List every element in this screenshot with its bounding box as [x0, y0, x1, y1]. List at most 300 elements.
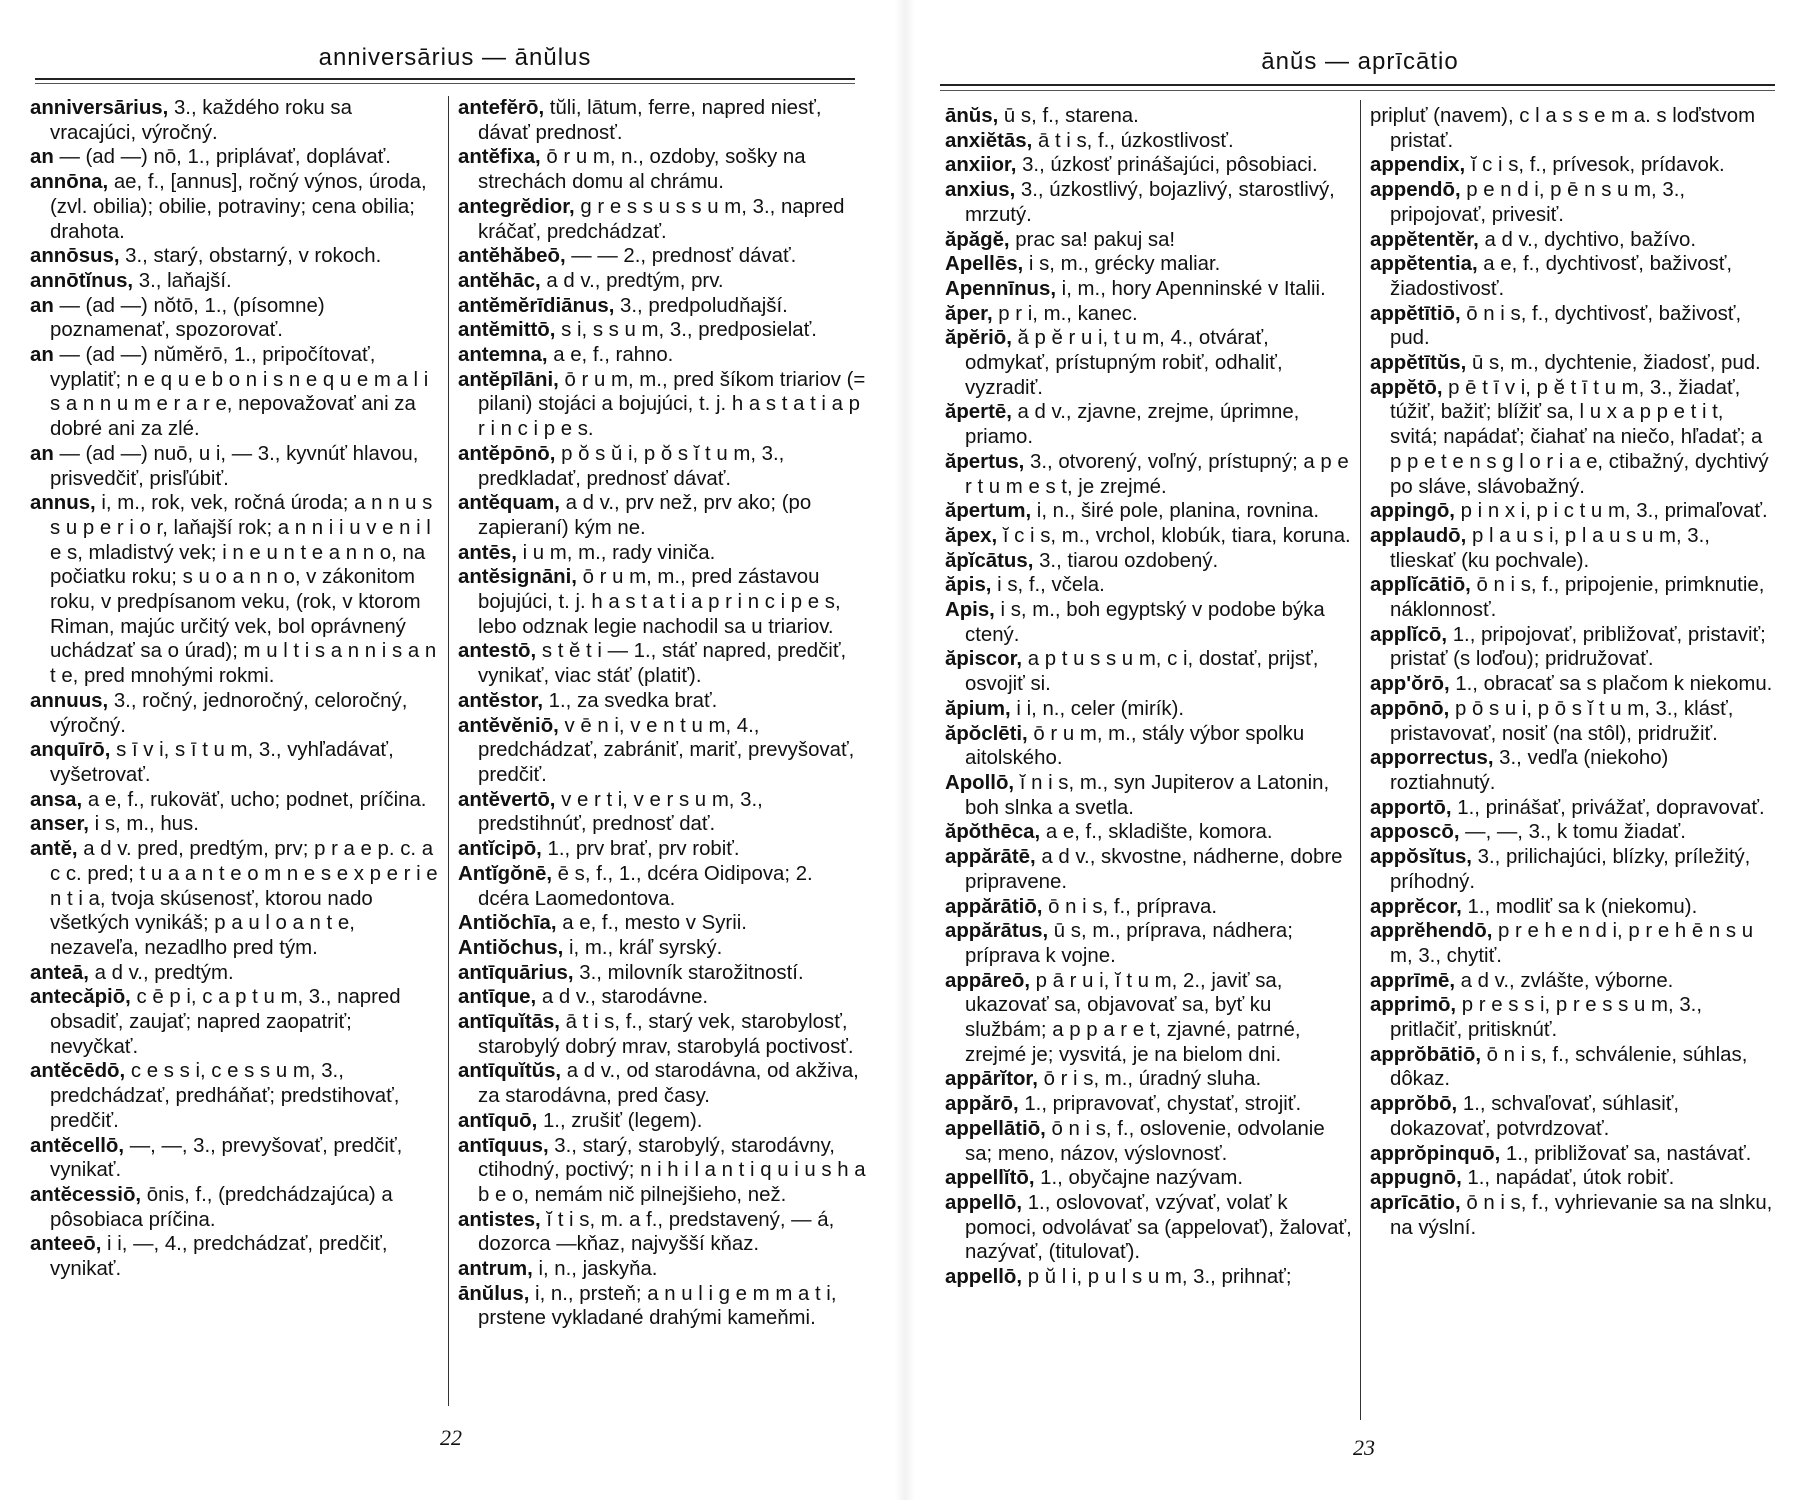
headword: antefĕrō,	[458, 97, 545, 119]
headword: aprīcātio,	[1370, 1191, 1461, 1214]
dictionary-entry	[1370, 153, 1775, 178]
definition: a d v., predtým.	[88, 961, 234, 984]
definition: 3., predpoludňajší.	[614, 294, 788, 317]
definition: ō r u m, m., pred zástavou bojujúci, t. j. h a s t a t i a p r i n c i p e s, lebo odznak legie nachodil sa u triariov.	[478, 566, 841, 638]
definition: i, m., hory Apenninské v Italii.	[1056, 277, 1326, 300]
headword: ăpertus,	[945, 450, 1025, 473]
definition: prac sa! pakuj sa!	[1009, 228, 1176, 251]
definition: i, n., prsteň; a n u l i g e m m a t i, prstene vykladané drahými kameňmi.	[478, 1282, 837, 1330]
definition: 1., modliť sa k (niekomu).	[1461, 895, 1698, 918]
definition: i s, m., boh egyptský v podobe býka ctený.	[965, 599, 1325, 646]
headword: Apellēs,	[945, 253, 1024, 276]
definition: ā t i s, f., úzkostlivosť.	[1032, 129, 1234, 152]
headword: annōsus,	[30, 245, 120, 268]
dictionary-entry	[458, 318, 866, 343]
headword: antĕstor,	[458, 689, 543, 712]
definition: 3., vedľa (niekoho) roztiahnutý.	[1390, 747, 1669, 794]
dictionary-entry	[458, 195, 866, 244]
definition: ōnis, f., (predchádzajúca) a pôsobiaca príčina.	[50, 1183, 393, 1231]
dictionary-entry	[1370, 672, 1775, 697]
headword: applĭcātiō,	[1370, 574, 1471, 597]
dictionary-column	[945, 104, 1353, 1290]
definition: 3., laňajší.	[133, 269, 232, 292]
definition: c e s s i, c e s s u m, 3., predchádzať, predháňať; predstihovať, predčiť.	[50, 1060, 400, 1132]
headword: annus,	[30, 492, 96, 515]
dictionary-entry	[945, 129, 1353, 154]
headword: antecăpiō,	[30, 986, 131, 1009]
definition: ū s, m., príprava, nádhera; príprava k vojne.	[965, 920, 1293, 967]
headword: antĕvertō,	[458, 788, 556, 811]
dictionary-entry	[945, 450, 1353, 499]
headword: an	[30, 294, 54, 317]
headword: ăpiscor,	[945, 648, 1023, 671]
headword: anteā,	[30, 961, 89, 984]
definition: 3., milovník starožitností.	[573, 961, 804, 984]
definition: — (ad —) nŭmĕrō, 1., pripočítovať, vyplatiť; n e q u e b o n i s n e q u e m a l i s a n n u m e r a r e, nepovažovať ani za dobré ani za zlé.	[50, 344, 429, 441]
dictionary-entry	[1370, 351, 1775, 376]
definition: — — 2., prednosť dávať.	[565, 245, 797, 268]
headword: antĕhāc,	[458, 269, 541, 292]
definition: pripluť (navem), c l a s s e m a. s loďstvom pristať.	[1370, 105, 1756, 152]
headword: antĕpīlāni,	[458, 368, 559, 391]
headword: antegrĕdior,	[458, 195, 575, 218]
headword: ăpis,	[945, 574, 992, 597]
dictionary-entry	[1370, 252, 1775, 301]
dictionary-entry	[945, 1092, 1353, 1117]
dictionary-entry	[458, 96, 866, 145]
definition: v ē n i, v e n t u m, 4., predchádzať, zabrániť, mariť, prevyšovať, predčiť.	[478, 714, 855, 786]
dictionary-entry	[1370, 1191, 1775, 1240]
dictionary-entry	[945, 252, 1353, 277]
dictionary-entry	[945, 499, 1353, 524]
definition: i s, m., hus.	[88, 813, 199, 836]
definition: p ŭ l i, p u l s u m, 3., prihnať;	[1022, 1266, 1292, 1289]
dictionary-entry	[30, 738, 442, 787]
dictionary-entry	[945, 1191, 1353, 1265]
dictionary-entry	[945, 1166, 1353, 1191]
headword: appugnō,	[1370, 1167, 1462, 1190]
definition: 1., schvaľovať, súhlasiť, dokazovať, potvrdzovať.	[1390, 1093, 1680, 1140]
column-divider	[448, 96, 449, 1406]
definition: p i n x i, p i c t u m, 3., primaľovať.	[1454, 500, 1768, 523]
dictionary-entry	[945, 1265, 1353, 1290]
dictionary-entry	[458, 1257, 866, 1282]
dictionary-entry	[945, 326, 1353, 400]
definition: ō n i s, f., príprava.	[1042, 895, 1217, 918]
definition: ō r u m, n., ozdoby, sošky na strechách domu al chrámu.	[478, 146, 806, 194]
definition: p ā r u i, ĭ t u m, 2., javiť sa, ukazovať sa, objavovať sa, byť ku službám; a p p a r e t, zjavné, patrné, zrejmé je; vysvitá, je na bielom dni.	[965, 969, 1301, 1066]
definition: p ŏ s ŭ i, p ŏ s ĭ t u m, 3., predkladať, prednosť dávať.	[478, 442, 785, 490]
definition: 3., prilichajúci, blízky, príležitý, príhodný.	[1390, 846, 1751, 893]
dictionary-entry	[30, 269, 442, 294]
headword: appōnō,	[1370, 697, 1450, 720]
headword: ăpium,	[945, 697, 1011, 720]
definition: 1., približovať sa, nastávať.	[1500, 1142, 1752, 1165]
dictionary-entry	[458, 1282, 866, 1331]
definition: tŭli, lātum, ferre, napred niesť, dávať prednosť.	[478, 97, 822, 144]
dictionary-entry	[458, 961, 866, 986]
dictionary-entry	[945, 895, 1353, 920]
definition: 3., úzkostlivý, bojazlivý, starostlivý, mrzutý.	[965, 179, 1335, 226]
headword: antīquĭtŭs,	[458, 1060, 562, 1083]
definition: p l a u s i, p l a u s u m, 3., tlieskať (ku pochvale).	[1390, 524, 1710, 572]
page-number: 22	[440, 1425, 462, 1450]
dictionary-column	[458, 96, 866, 1331]
definition: p ō s u i, p ō s ĭ t u m, 3., klásť, pristavovať, nosiť (na stôl), pridružiť.	[1390, 697, 1734, 745]
headword: ăpăgĕ,	[945, 228, 1010, 251]
dictionary-entry	[1370, 1142, 1775, 1167]
definition: i i, —, 4., predchádzať, predčiť, vynikať.	[50, 1233, 388, 1281]
definition: ĭ c i s, m., vrchol, klobúk, tiara, koruna.	[997, 524, 1351, 547]
dictionary-entry	[458, 1134, 866, 1208]
headword: ăpĕriō,	[945, 327, 1012, 350]
headword: applĭcō,	[1370, 623, 1448, 646]
dictionary-entry	[458, 788, 866, 837]
definition: —, —, 3., prevyšovať, predčiť, vynikať.	[50, 1134, 403, 1182]
definition: i i, n., celer (mirík).	[1010, 697, 1185, 720]
headword: ăpĭcātus,	[945, 549, 1034, 572]
definition: 1., za svedka brať.	[543, 689, 718, 712]
headword: Apennīnus,	[945, 277, 1057, 300]
headword: appărātē,	[945, 846, 1036, 869]
definition: a d v., od starodávna, od akživa, za starodávna, pred časy.	[478, 1060, 859, 1108]
dictionary-entry	[30, 689, 442, 738]
dictionary-entry	[458, 985, 866, 1010]
definition: 1., prinášať, privážať, dopravovať.	[1451, 796, 1765, 819]
definition: a e, f., dychtivosť, baživosť, žiadostivosť.	[1390, 253, 1733, 300]
definition: — (ad —) nō, 1., priplávať, doplávať.	[53, 146, 391, 169]
headword: appellō,	[945, 1191, 1023, 1214]
headword: appŏsĭtus,	[1370, 846, 1472, 869]
dictionary-entry	[945, 277, 1353, 302]
dictionary-entry	[945, 845, 1353, 894]
header-rule	[35, 78, 855, 80]
definition: 3., tiarou ozdobený.	[1033, 549, 1219, 572]
definition: p r i, m., kanec.	[992, 302, 1138, 325]
dictionary-entry	[458, 714, 866, 788]
definition: ĭ c i s, f., prívesok, prídavok.	[1465, 154, 1725, 177]
dictionary-entry	[945, 104, 1353, 129]
definition: i s, f., včela.	[991, 574, 1105, 597]
definition: 1., napádať, útok robiť.	[1461, 1167, 1675, 1190]
dictionary-entry	[458, 1109, 866, 1134]
dictionary-entry	[30, 170, 442, 244]
headword: antĭcipō,	[458, 838, 542, 861]
dictionary-entry	[945, 820, 1353, 845]
dictionary-entry	[1370, 302, 1775, 351]
headword: antĕmĕrīdiānus,	[458, 294, 615, 317]
dictionary-entry	[1370, 1092, 1775, 1141]
dictionary-entry	[30, 812, 442, 837]
dictionary-entry	[458, 541, 866, 566]
dictionary-entry	[1370, 524, 1775, 573]
dictionary-entry	[1370, 796, 1775, 821]
dictionary-entry	[458, 639, 866, 688]
headword: apprŏpinquō,	[1370, 1142, 1501, 1165]
dictionary-entry	[30, 985, 442, 1059]
dictionary-entry	[30, 442, 442, 491]
dictionary-entry	[458, 368, 866, 442]
header-rule	[940, 84, 1775, 86]
headword: an	[30, 146, 54, 169]
headword: appărātus,	[945, 920, 1049, 943]
definition: ĭ t i s, m. a f., predstavený, — á, dozorca —kňaz, najvyšší kňaz.	[478, 1208, 835, 1256]
dictionary-entry	[1370, 919, 1775, 968]
dictionary-entry	[30, 244, 442, 269]
definition: 3., starý, obstarný, v rokoch.	[119, 245, 382, 268]
dictionary-entry	[458, 269, 866, 294]
dictionary-entry	[30, 145, 442, 170]
definition: i s, m., grécky maliar.	[1023, 253, 1221, 276]
dictionary-entry	[1370, 104, 1775, 153]
headword: antīquus,	[458, 1134, 549, 1157]
dictionary-entry	[945, 524, 1353, 549]
headword: an	[30, 442, 54, 465]
headword: Antĭgŏnē,	[458, 862, 553, 885]
dictionary-entry	[30, 1232, 442, 1281]
definition: ă p ĕ r u i, t u m, 4., otvárať, odmykať, prístupným robiť, odhaliť, vyzradiť.	[965, 327, 1283, 399]
dictionary-entry	[1370, 697, 1775, 746]
headword: Apis,	[945, 599, 995, 622]
definition: ō n i s, f., oslovenie, odvolanie sa; meno, názov, výslovnosť.	[965, 1117, 1325, 1165]
headword: antrum,	[458, 1258, 533, 1281]
headword: appingō,	[1370, 500, 1455, 523]
definition: a e, f., rukoväť, ucho; podnet, príčina.	[82, 788, 427, 811]
dictionary-entry	[458, 145, 866, 194]
headword: app'ŏrō,	[1370, 673, 1450, 696]
headword: anquīrō,	[30, 739, 111, 762]
dictionary-entry	[30, 961, 442, 986]
dictionary-column	[30, 96, 442, 1282]
headword: appărō,	[945, 1093, 1019, 1116]
headword: Antiŏchīa,	[458, 912, 557, 935]
dictionary-entry	[1370, 845, 1775, 894]
dictionary-entry	[945, 771, 1353, 820]
definition: a e, f., skladište, komora.	[1040, 821, 1273, 844]
definition: a d v., dychtivo, bažívo.	[1478, 228, 1697, 251]
definition: i, m., kráľ syrský.	[563, 936, 723, 959]
definition: ē s, f., 1., dcéra Oidipova; 2. dcéra Laomedontova.	[478, 862, 813, 910]
dictionary-column	[1370, 104, 1775, 1240]
headword: antĕsignāni,	[458, 566, 577, 589]
headword: anxius,	[945, 179, 1016, 202]
dictionary-entry	[458, 837, 866, 862]
definition: ō r u m, m., stály výbor spolku aitolského.	[965, 722, 1305, 770]
definition: ō r u m, m., pred šíkom triariov (= pilani) stojáci a bojujúci, t. j. h a s t a t i a p r i n c i p e s.	[478, 368, 866, 441]
dictionary-entry	[945, 153, 1353, 178]
headword: ānŭs,	[945, 105, 999, 127]
dictionary-entry	[1370, 820, 1775, 845]
headword: apprĕhendō,	[1370, 920, 1493, 943]
headword: apportō,	[1370, 796, 1452, 819]
headword: antīquārius,	[458, 961, 574, 984]
dictionary-entry	[458, 442, 866, 491]
dictionary-entry	[30, 294, 442, 343]
dictionary-entry	[945, 969, 1353, 1068]
definition: — (ad —) nŏtō, 1., (písomne) poznamenať, spozorovať.	[50, 294, 325, 342]
headword: apprimō,	[1370, 994, 1457, 1017]
definition: —, —, 3., k tomu žiadať.	[1459, 821, 1686, 844]
headword: appārĭtor,	[945, 1068, 1038, 1091]
definition: ĭ n i s, m., syn Jupiterov a Latonin, boh slnka a svetla.	[965, 771, 1330, 819]
definition: a d v., zjavne, zrejme, úprimne, priamo.	[965, 401, 1300, 449]
headword: appendix,	[1370, 154, 1466, 177]
dictionary-entry	[945, 549, 1353, 574]
definition: ū s, f., starena.	[998, 105, 1139, 127]
dictionary-entry	[30, 1183, 442, 1232]
dictionary-entry	[1370, 969, 1775, 994]
dictionary-entry	[458, 1010, 866, 1059]
definition: p ē t ī v i, p ĕ t ī t u m, 3., žiadať, túžiť, bažiť; blížiť sa, l u x a p p e t i t, svitá; napádať; čiahať na niečo, hľadať; a p p e t e n s g l o r i a e, ctibažný, dychtivý po sláve, slávobažný.	[1390, 376, 1769, 498]
definition: — (ad —) nuō, u i, — 3., kyvnúť hlavou, prisvedčiť, prisľúbiť.	[50, 442, 419, 490]
definition: ae, f., [annus], ročný výnos, úroda, (zvl. obilia); obilie, potraviny; cena obilia; drahota.	[50, 171, 427, 243]
definition: a d v. pred, predtým, prv; p r a e p. c. a c c. pred; t u a a n t e o m n e s e x p e r i e n t i a, tvoja skúsenosť, ktorou nado všetkých vynikáš; p a u l o a n t e, nezaveľa, nezadlho pred tým.	[50, 838, 438, 959]
dictionary-entry	[30, 491, 442, 689]
definition: ō r i s, m., úradný sluha.	[1037, 1068, 1262, 1091]
headword: annōna,	[30, 171, 109, 194]
header-rule-thin	[35, 83, 855, 84]
page-number: 23	[1353, 1435, 1375, 1460]
headword: ānŭlus,	[458, 1282, 530, 1305]
dictionary-entry	[30, 837, 442, 961]
headword: antestō,	[458, 640, 537, 663]
running-header: ānŭs — aprīcātio	[1261, 48, 1459, 75]
definition: 1., pripravovať, chystať, strojiť.	[1018, 1093, 1302, 1116]
dictionary-entry	[458, 294, 866, 319]
dictionary-entry	[1370, 573, 1775, 622]
definition: s i, s s u m, 3., predposielať.	[555, 319, 817, 342]
definition: ō n i s, f., schválenie, súhlas, dôkaz.	[1390, 1043, 1748, 1091]
dictionary-entry	[30, 1059, 442, 1133]
headword: anxiĕtās,	[945, 129, 1033, 152]
right-page	[905, 0, 1810, 1500]
dictionary-entry	[945, 302, 1353, 327]
headword: appĕtō,	[1370, 376, 1443, 399]
headword: ăpertum,	[945, 500, 1032, 523]
running-header: anniversārius — ānŭlus	[318, 44, 592, 71]
dictionary-entry	[1370, 376, 1775, 500]
dictionary-entry	[1370, 1166, 1775, 1191]
headword: appĕtentĕr,	[1370, 228, 1479, 251]
dictionary-entry	[945, 178, 1353, 227]
headword: appellātiō,	[945, 1117, 1046, 1140]
definition: ō n i s, f., dychtivosť, baživosť, pud.	[1390, 302, 1742, 350]
definition: a d v., predtým, prv.	[540, 269, 724, 292]
definition: i, n., jaskyňa.	[532, 1258, 658, 1281]
definition: 3., každého roku sa vracajúci, výročný.	[50, 97, 352, 144]
definition: a d v., starodávne.	[536, 986, 709, 1009]
headword: antĕfixa,	[458, 146, 541, 169]
headword: anser,	[30, 813, 89, 836]
headword: appĕtītiō,	[1370, 302, 1461, 325]
headword: antĕvĕniō,	[458, 714, 559, 737]
headword: anxiior,	[945, 154, 1017, 177]
definition: i, n., širé pole, planina, rovnina.	[1031, 500, 1320, 523]
definition: 3., ročný, jednoročný, celoročný, výročný.	[50, 689, 408, 737]
definition: 1., obyčajne nazývam.	[1034, 1167, 1244, 1190]
dictionary-entry	[1370, 499, 1775, 524]
headword: antĕpōnō,	[458, 442, 556, 465]
headword: appellō,	[945, 1266, 1023, 1289]
dictionary-entry	[945, 1067, 1353, 1092]
headword: appĕtentia,	[1370, 253, 1478, 276]
headword: antĕmittō,	[458, 319, 556, 342]
dictionary-entry	[1370, 746, 1775, 795]
headword: Antiŏchus,	[458, 936, 564, 959]
dictionary-entry	[945, 598, 1353, 647]
headword: apprŏbātiō,	[1370, 1043, 1482, 1066]
definition: a d v., zvlášte, výborne.	[1455, 969, 1674, 992]
dictionary-entry	[458, 491, 866, 540]
headword: antīquō,	[458, 1109, 538, 1132]
column-divider	[1360, 100, 1361, 1420]
headword: apprŏbō,	[1370, 1093, 1458, 1116]
headword: antĕ,	[30, 838, 78, 861]
dictionary-entry	[458, 936, 866, 961]
definition: a d v., skvostne, nádherne, dobre pripravene.	[965, 846, 1343, 893]
definition: c ē p i, c a p t u m, 3., napred obsadiť, zaujať; napred zaopatriť; nevyčkať.	[50, 986, 401, 1058]
definition: p r e h e n d i, p r e h ē n s u m, 3., chytiť.	[1390, 920, 1754, 967]
headword: antĕcellō,	[30, 1134, 125, 1157]
dictionary-entry	[30, 1134, 442, 1183]
dictionary-entry	[458, 862, 866, 911]
definition: a e, f., mesto v Syrii.	[556, 912, 747, 935]
dictionary-entry	[1370, 178, 1775, 227]
definition: s t ĕ t i — 1., stáť napred, predčiť, vynikať, viac stáť (platiť).	[478, 640, 847, 688]
headword: anniversārius,	[30, 97, 169, 119]
dictionary-entry	[945, 400, 1353, 449]
headword: ăpex,	[945, 524, 998, 547]
headword: applaudō,	[1370, 524, 1467, 547]
headword: appărātiō,	[945, 895, 1043, 918]
definition: i, m., rok, vek, ročná úroda; a n n u s s u p e r i o r, laňajší rok; a n n i i u v e n i l e s, mladistvý vek; i n e u n t e a n n o, na počiatku roku; s u o a n n o, v zákonitom roku, v predpísanom veku, (rok, v ktorom Riman, majúc určitý vek, bol oprávnený uchádzať sa o úrad); m u l t i s a n n i s a n t e, pred mnohými rokmi.	[50, 492, 437, 688]
dictionary-entry	[1370, 993, 1775, 1042]
dictionary-entry	[1370, 623, 1775, 672]
dictionary-entry	[458, 565, 866, 639]
definition: 1., obracať sa s plačom k niekomu.	[1449, 673, 1773, 696]
headword: ăpŏclēti,	[945, 722, 1028, 745]
dictionary-entry	[30, 343, 442, 442]
headword: an	[30, 344, 54, 367]
definition: a e, f., rahno.	[547, 344, 674, 367]
dictionary-entry	[945, 228, 1353, 253]
headword: ăper,	[945, 302, 993, 325]
dictionary-entry	[458, 911, 866, 936]
headword: antĕquam,	[458, 492, 560, 515]
headword: ăpertē,	[945, 401, 1012, 424]
definition: 1., oslovovať, vzývať, volať k pomoci, odvolávať sa (appelovať), žalovať, nazývať, (titulovať).	[965, 1191, 1352, 1264]
dictionary-entry	[30, 788, 442, 813]
dictionary-entry	[1370, 228, 1775, 253]
dictionary-entry	[945, 722, 1353, 771]
definition: 3., úzkosť prinášajúci, pôsobiaci.	[1016, 154, 1318, 177]
headword: apprīmē,	[1370, 969, 1455, 992]
dictionary-entry	[30, 96, 442, 145]
headword: apposcō,	[1370, 821, 1460, 844]
headword: appāreō,	[945, 969, 1030, 992]
definition: s ī v i, s ī t u m, 3., vyhľadávať, vyšetrovať.	[50, 739, 394, 786]
headword: anteeō,	[30, 1233, 102, 1256]
dictionary-entry	[458, 1208, 866, 1257]
definition: 3., starý, starobylý, starodávny, ctihodný, poctivý; n i h i l a n t i q u i u s h a b e o, nemám nič pilnejšieho, než.	[478, 1134, 866, 1206]
dictionary-entry	[945, 1117, 1353, 1166]
definition: ū s, m., dychtenie, žiadosť, pud.	[1466, 352, 1761, 375]
headword: antĕcessiō,	[30, 1183, 142, 1206]
headword: annōtĭnus,	[30, 269, 134, 292]
definition: p r e s s i, p r e s s u m, 3., pritlačiť, pritisknúť.	[1390, 994, 1703, 1042]
dictionary-entry	[458, 244, 866, 269]
headword: appellĭtō,	[945, 1167, 1035, 1190]
